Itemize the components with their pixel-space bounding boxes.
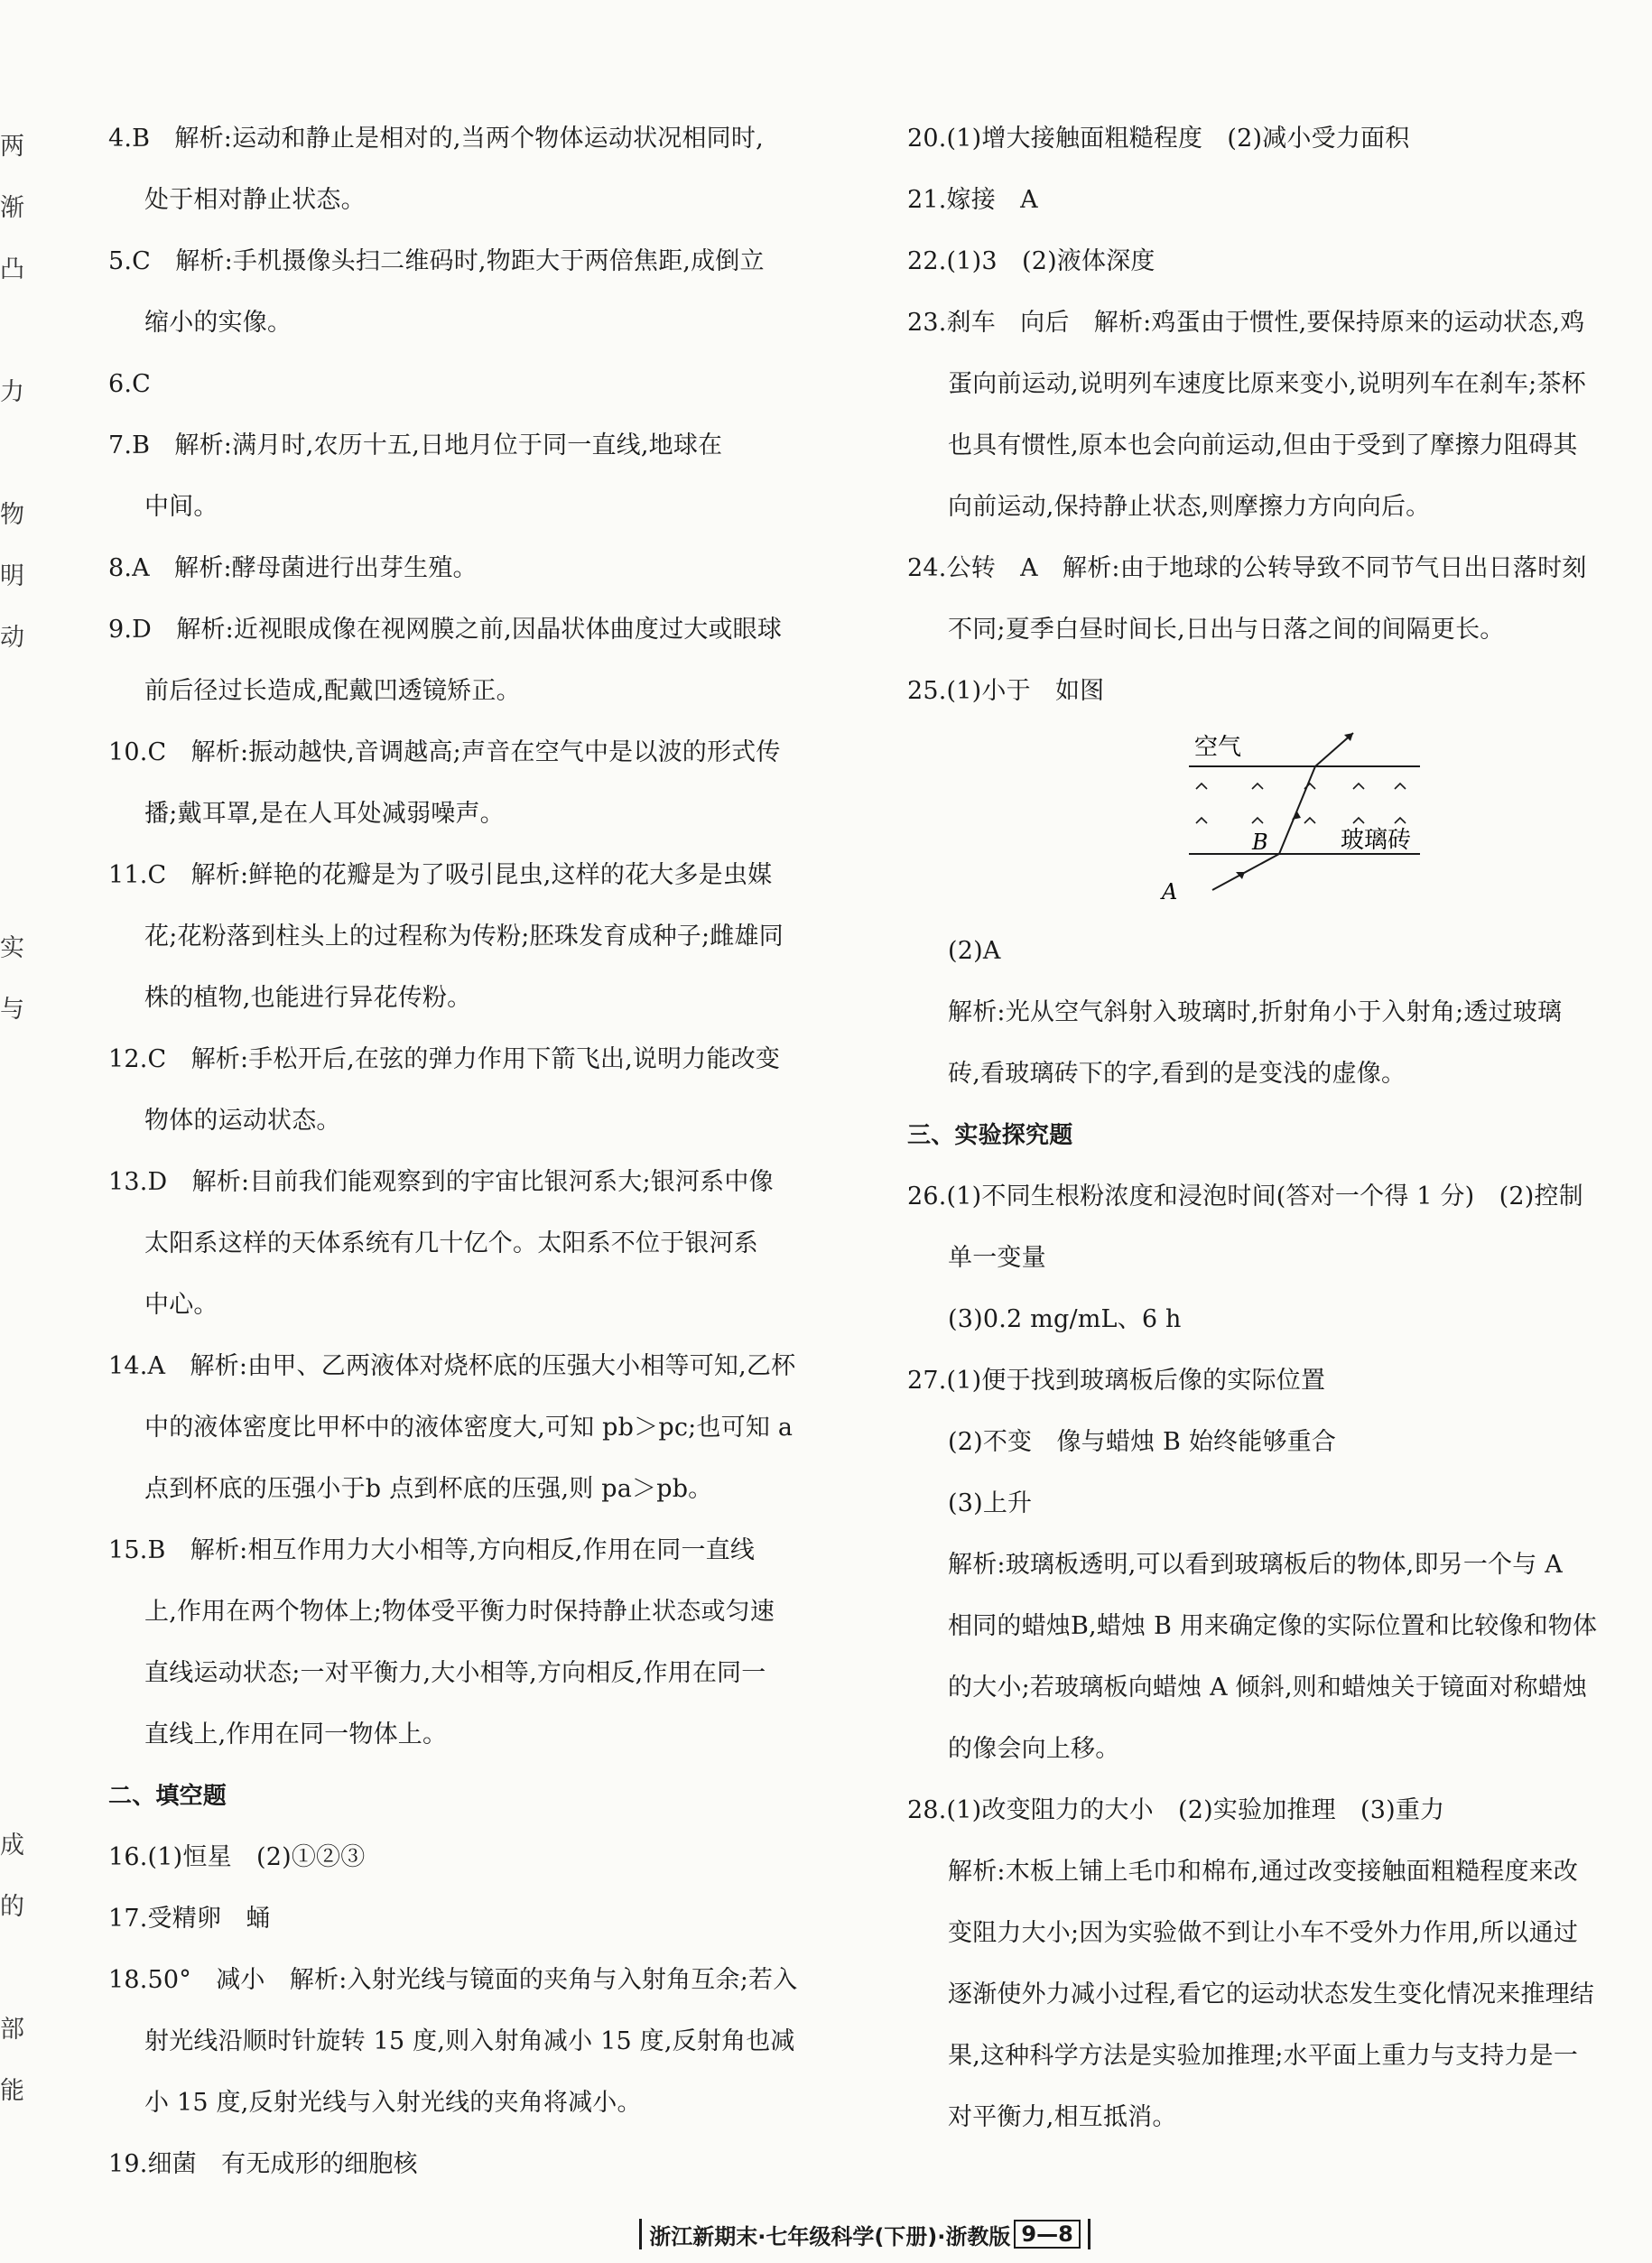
answer-line: 物体的运动状态。	[144, 1107, 341, 1135]
margin-fragment: 的	[0, 1893, 24, 1921]
answer-line: 8.A 解析:酵母菌进行出芽生殖。	[108, 554, 478, 582]
answer-line: 13.D 解析:目前我们能观察到的宇宙比银河系大;银河系中像	[108, 1168, 774, 1196]
refraction-diagram	[907, 726, 1638, 915]
left-column	[108, 108, 835, 2195]
label-glass: 玻璃砖	[1341, 827, 1412, 854]
answer-line: 16.(1)恒星 (2)①②③	[108, 1843, 366, 1871]
answer-line: 21.嫁接 A	[907, 186, 1038, 214]
footer-divider	[1088, 2219, 1091, 2249]
answer-line: 解析:光从空气斜射入玻璃时,折射角小于入射角;透过玻璃	[948, 998, 1563, 1026]
answer-line: 砖,看玻璃砖下的字,看到的是变浅的虚像。	[948, 1060, 1406, 1088]
answer-line: 太阳系这样的天体系统有几十亿个。太阳系不位于银河系	[144, 1229, 758, 1257]
section-heading: 二、填空题	[108, 1783, 227, 1810]
answer-line: 也具有惯性,原本也会向前运动,但由于受到了摩擦力阻碍其	[948, 431, 1578, 459]
answer-line: 解析:玻璃板透明,可以看到玻璃板后的物体,即另一个与 A	[948, 1551, 1563, 1579]
margin-fragment: 两	[0, 133, 24, 161]
margin-fragment: 动	[0, 624, 24, 652]
answer-line: 6.C	[108, 370, 152, 398]
answer-line: 解析:木板上铺上毛巾和棉布,通过改变接触面粗糙程度来改	[948, 1858, 1579, 1886]
answer-line: 相同的蜡烛B,蜡烛 B 用来确定像的实际位置和比较像和物体	[948, 1612, 1598, 1640]
answer-line: 小 15 度,反射光线与入射光线的夹角将减小。	[144, 2089, 642, 2117]
refracted-ray	[1279, 766, 1315, 854]
answer-line: 向前运动,保持静止状态,则摩擦力方向向后。	[948, 493, 1431, 521]
answer-line: 的大小;若玻璃板向蜡烛 A 倾斜,则和蜡烛关于镜面对称蜡烛	[948, 1674, 1588, 1702]
answer-line: 14.A 解析:由甲、乙两液体对烧杯底的压强大小相等可知,乙杯	[108, 1352, 796, 1380]
answer-line: 17.受精卵 蛹	[108, 1905, 271, 1933]
refraction-figure	[907, 726, 1638, 915]
answer-line: 蛋向前运动,说明列车速度比原来变小,说明列车在刹车;茶杯	[948, 370, 1586, 398]
answer-line: (2)不变 像与蜡烛 B 始终能够重合	[948, 1428, 1337, 1456]
footer-divider	[639, 2219, 642, 2249]
answer-line: 25.(1)小于 如图	[907, 677, 1105, 705]
answer-line: 23.刹车 向后 解析:鸡蛋由于惯性,要保持原来的运动状态,鸡	[907, 309, 1585, 337]
margin-fragment: 渐	[0, 194, 24, 222]
answer-line: 点到杯底的压强小于b 点到杯底的压强,则 pa＞pb。	[144, 1475, 713, 1503]
answer-line: 处于相对静止状态。	[144, 186, 366, 214]
margin-fragment: 凸	[0, 255, 24, 283]
right-column	[907, 108, 1638, 2148]
margin-fragment: 能	[0, 2077, 24, 2105]
incident-ray	[1212, 854, 1279, 890]
answer-line: 播;戴耳罩,是在人耳处减弱噪声。	[144, 800, 505, 828]
label-point-b: B	[1252, 830, 1268, 855]
answer-line: 15.B 解析:相互作用力大小相等,方向相反,作用在同一直线	[108, 1536, 756, 1564]
answer-line: 对平衡力,相互抵消。	[948, 2103, 1177, 2131]
margin-fragment: 物	[0, 501, 24, 529]
right-column-top	[907, 108, 1638, 722]
margin-fragment: 力	[0, 378, 24, 406]
answer-line: 变阻力大小;因为实验做不到让小车不受外力作用,所以通过	[948, 1919, 1579, 1947]
answer-line: 22.(1)3 (2)液体深度	[907, 247, 1155, 275]
section-heading: 三、实验探究题	[907, 1122, 1073, 1149]
answer-line: 前后径过长造成,配戴凹透镜矫正。	[144, 677, 521, 705]
margin-fragment: 部	[0, 2016, 24, 2044]
answer-line: 26.(1)不同生根粉浓度和浸泡时间(答对一个得 1 分) (2)控制	[907, 1183, 1583, 1210]
answer-line: (3)0.2 mg/mL、6 h	[948, 1305, 1182, 1333]
answer-line: 5.C 解析:手机摄像头扫二维码时,物距大于两倍焦距,成倒立	[108, 247, 765, 275]
margin-fragment: 实	[0, 934, 24, 962]
answer-line: 7.B 解析:满月时,农历十五,日地月位于同一直线,地球在	[108, 431, 723, 459]
answer-line: 28.(1)改变阻力的大小 (2)实验加推理 (3)重力	[907, 1796, 1445, 1824]
answer-line: 18.50° 减小 解析:入射光线与镜面的夹角与入射角互余;若入	[108, 1966, 798, 1994]
answer-line: 直线上,作用在同一物体上。	[144, 1720, 448, 1748]
answer-line: 株的植物,也能进行异花传粉。	[144, 984, 472, 1012]
answer-line: 不同;夏季白昼时间长,日出与日落之间的间隔更长。	[948, 616, 1505, 644]
answer-line: 花;花粉落到柱头上的过程称为传粉;胚珠发育成种子;雌雄同	[144, 923, 784, 951]
answer-line: 单一变量	[948, 1244, 1046, 1272]
answer-line: 的像会向上移。	[948, 1735, 1120, 1763]
answer-line: 27.(1)便于找到玻璃板后像的实际位置	[907, 1367, 1326, 1395]
answer-line: 射光线沿顺时针旋转 15 度,则入射角减小 15 度,反射角也减	[144, 2027, 795, 2055]
answer-line: 20.(1)增大接触面粗糙程度 (2)减小受力面积	[907, 125, 1410, 153]
margin-fragment: 与	[0, 996, 24, 1024]
answer-line: 10.C 解析:振动越快,音调越高;声音在空气中是以波的形式传	[108, 738, 781, 766]
answer-line: 直线运动状态;一对平衡力,大小相等,方向相反,作用在同一	[144, 1659, 766, 1687]
right-column-bottom	[907, 921, 1638, 2148]
answer-line: 24.公转 A 解析:由于地球的公转导致不同节气日出日落时刻	[907, 554, 1587, 582]
answer-line: 中心。	[144, 1291, 218, 1319]
answer-line: 19.细菌 有无成形的细胞核	[108, 2150, 418, 2178]
left-margin-fragments	[0, 0, 36, 2166]
answer-line: (2)A	[948, 937, 1001, 965]
answer-line: 果,这种科学方法是实验加推理;水平面上重力与支持力是一	[948, 2042, 1579, 2070]
answer-line: (3)上升	[948, 1489, 1033, 1517]
label-air: 空气	[1194, 734, 1242, 761]
answer-line: 上,作用在两个物体上;物体受平衡力时保持静止状态或匀速	[144, 1598, 775, 1626]
margin-fragment: 明	[0, 562, 24, 590]
answer-line: 11.C 解析:鲜艳的花瓣是为了吸引昆虫,这样的花大多是虫媒	[108, 861, 773, 889]
answer-line: 中间。	[144, 493, 218, 521]
page-number: 9—8	[1014, 2220, 1080, 2249]
answer-line: 逐渐使外力减小过程,看它的运动状态发生变化情况来推理结	[948, 1980, 1594, 2008]
answer-line: 9.D 解析:近视眼成像在视网膜之前,因晶状体曲度过大或眼球	[108, 616, 783, 644]
margin-fragment: 成	[0, 1832, 24, 1860]
page-footer	[585, 2214, 1145, 2254]
answer-line: 4.B 解析:运动和静止是相对的,当两个物体运动状况相同时,	[108, 125, 764, 153]
footer-title: 浙江新期末·七年级科学(下册)·浙教版	[649, 2223, 1011, 2249]
answer-line: 中的液体密度比甲杯中的液体密度大,可知 pb＞pc;也可知 a	[144, 1414, 794, 1442]
answer-line: 缩小的实像。	[144, 309, 292, 337]
answer-line: 12.C 解析:手松开后,在弦的弹力作用下箭飞出,说明力能改变	[108, 1045, 781, 1073]
label-point-a: A	[1162, 879, 1178, 904]
